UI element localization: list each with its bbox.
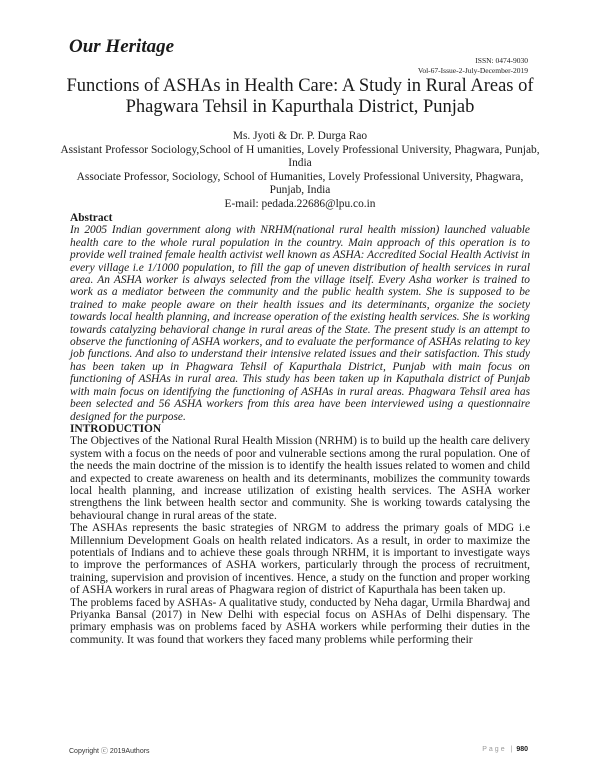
affiliation-2: Associate Professor, Sociology, School of Humanities, Lovely Professional University, Phagwara, Punjab, India: [76, 170, 524, 197]
email: E-mail: pedada.22686@lpu.co.in: [224, 197, 376, 210]
intro-paragraph-3: The problems faced by ASHAs- A qualitative study, conducted by Neha dagar, Urmila Bhardwaj and Priyanka Bansal (2017) in New Delhi with especial focus on ASHAs of Delhi dispensary. The primary emphasis was on problems faced by ASHA workers while performing their duties in the community. It was found that workers they faced many problems while performing their: [70, 596, 530, 646]
page-number: 980: [516, 746, 528, 753]
page-label: Page |: [482, 746, 515, 753]
intro-paragraph-1: The Objectives of the National Rural Health Mission (NRHM) is to build up the health care delivery system with a focus on the needs of poor and vulnerable sections among the rural population. One of the needs the main doctrine of the mission is to identify the health issues related to women and child and expected to create awareness on health and its determinants, mobilizes the community towards local health planning, and increase utilization of existing health services. The ASHA worker strengthens the link between health sector and community. She is working towards catalysing the behavioural change in rural areas of the state.: [70, 435, 530, 522]
paper-title: Functions of ASHAs in Health Care: A Study in Rural Areas of Phagwara Tehsil in Kapurthala District, Punjab: [66, 76, 534, 117]
issn-block: [418, 56, 528, 76]
copyright: Copyright ⓒ 2019Authors: [69, 748, 150, 755]
abstract-text: In 2005 Indian government along with NRHM(national rural health mission) launched valuable health care to the whole rural population in the country. Main approach of this operation is to provide well trained female health activist well known as ASHA: Accredited Social Health Activist in every village i.e 1/1000 population, to fill the gap of uneven distribution of health services in rural area. An ASHA worker is always selected from the village itself. Every Asha worker is trained to work as a mediator between the community and the public health system. She is supposed to be trained to make people aware on their health issues and its determinants, organize the society towards local health planning, and increase operation of the existing health services. She is working towards catalyzing behavioral change in rural areas of the State. The present study is an attempt to observe the functioning of ASHA workers, and to evaluate the performance of ASHAs relating to key job functions. And also to understand their intensive related issues and their satisfaction. This study has been taken up in Phagwara Tehsil of Kapurthala District, Punjab with main focus on functioning of ASHAs in rural area. This study has been taken up in Kaputhala district of Punjab with main focus on identifying the functioning of ASHAs in rural areas. Phagwara Tehsil area has been selected and 56 ASHA workers from this area have been interviewed using a questionnaire designed for the purpose.: [70, 224, 530, 423]
journal-name: Our Heritage: [69, 36, 175, 57]
volume-issue: Vol-67-Issue-2-July-December-2019: [417, 66, 528, 75]
paper-body: [70, 212, 530, 646]
issn: ISSN: 0474-9030: [475, 56, 528, 65]
page-footer: [69, 746, 528, 756]
author-block: [60, 130, 540, 212]
page-indicator: [482, 746, 528, 753]
author-names: Ms. Jyoti & Dr. P. Durga Rao: [232, 130, 368, 142]
introduction-heading: INTRODUCTION: [70, 422, 162, 435]
abstract-heading: Abstract: [70, 212, 113, 224]
intro-paragraph-2: The ASHAs represents the basic strategies of NRGM to address the primary goals of MDG i.e Millennium Development Goals on health related indicators. As a result, in order to maximize the potentials of Indians and to achieve these goals through NRHM, it is important to investigate ways to improve the performances of ASHA workers, particularly through the process of recruitment, training, supervision and provision of incentives. Hence, a study on the function and proper working of ASHA workers in rural areas of Phagwara region of district of Kapurthala has been taken up.: [70, 522, 530, 597]
affiliation-1: Assistant Professor Sociology,School of H umanities, Lovely Professional University, Phagwara, Punjab, India: [60, 143, 540, 170]
